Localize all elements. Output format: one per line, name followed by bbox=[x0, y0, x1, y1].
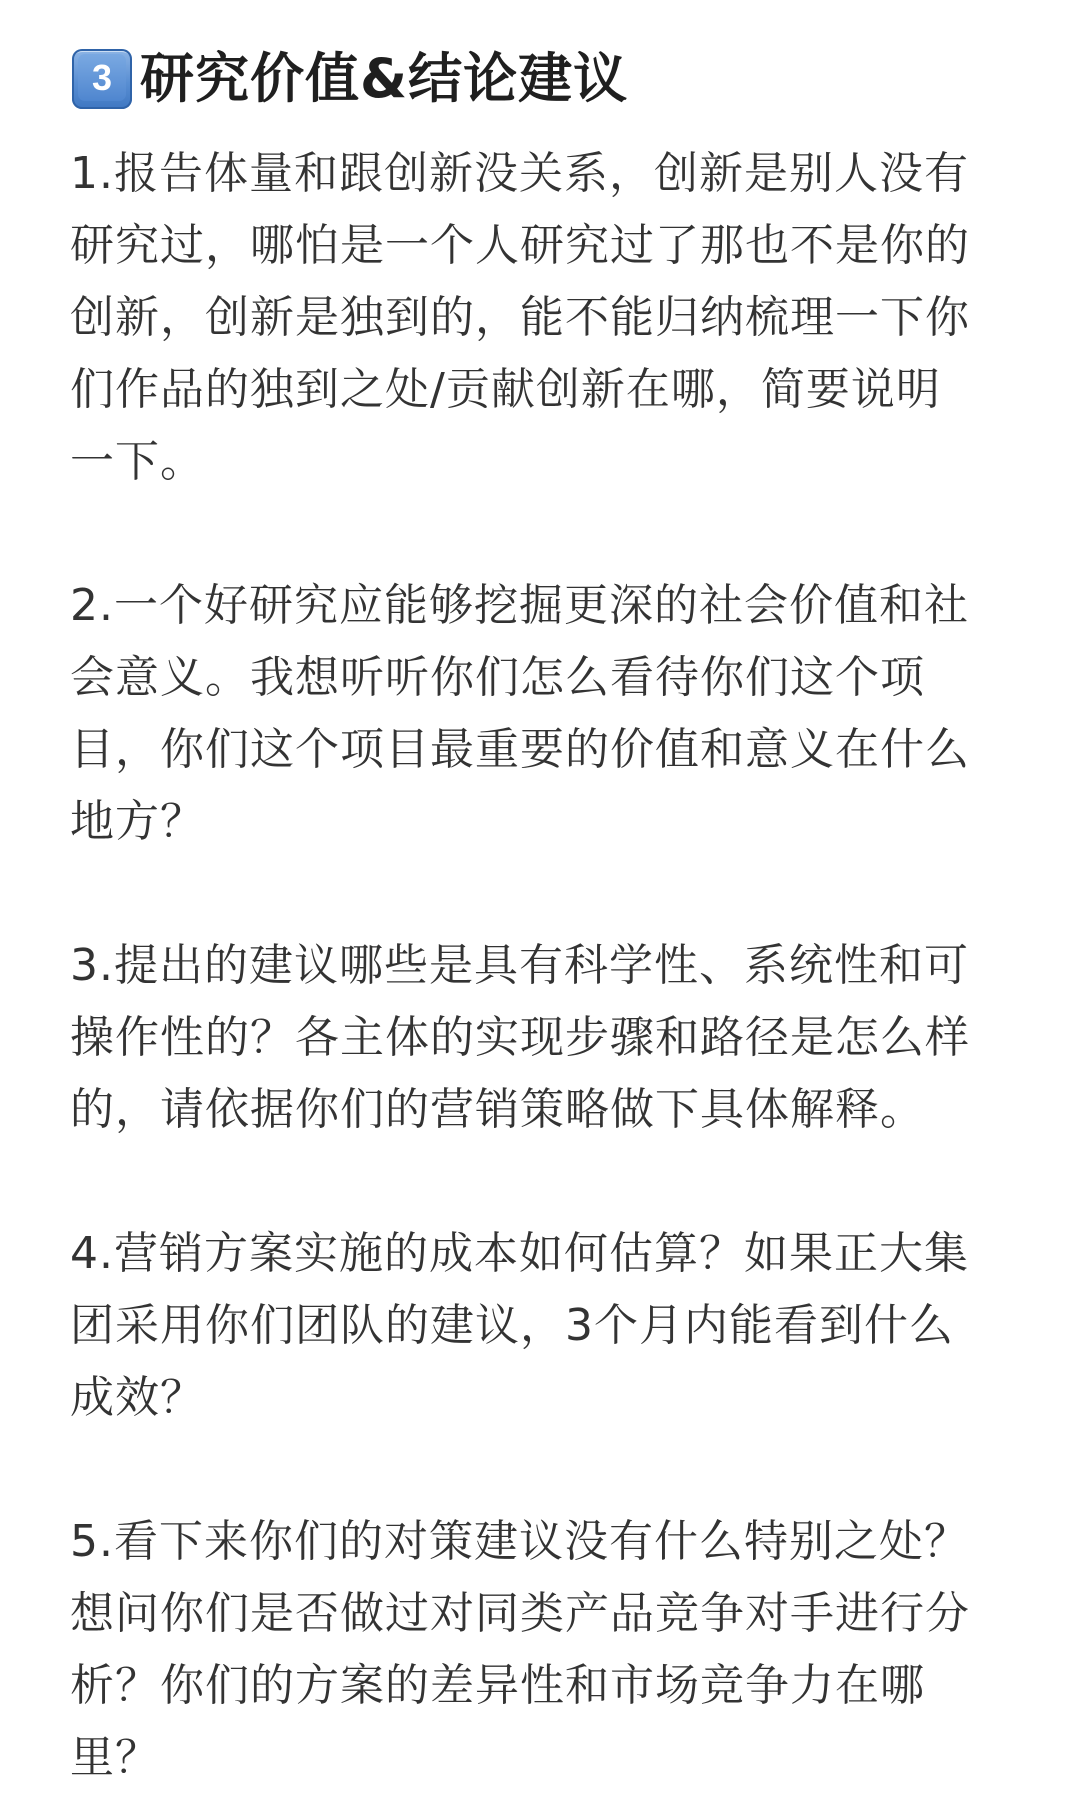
question-line: 4.营销方案实施的成本如何估算？如果正大集 bbox=[70, 1228, 969, 1279]
question-line: 2.一个好研究应能够挖掘更深的社会价值和社 bbox=[70, 580, 969, 631]
question-line: 析？你们的方案的差异性和市场竞争力在哪 bbox=[70, 1660, 925, 1711]
question-list bbox=[70, 138, 1030, 1794]
question-line: 目，你们这个项目最重要的价值和意义在什么 bbox=[70, 724, 970, 775]
section-header bbox=[72, 44, 628, 114]
section-title: 研究价值&结论建议 bbox=[140, 47, 629, 110]
question-line: 5.看下来你们的对策建议没有什么特别之处？ bbox=[70, 1516, 969, 1567]
question-line: 3.提出的建议哪些是具有科学性、系统性和可 bbox=[70, 940, 969, 991]
question-line: 想问你们是否做过对同类产品竞争对手进行分 bbox=[70, 1588, 970, 1639]
question-1 bbox=[70, 138, 1030, 498]
question-5 bbox=[70, 1506, 1030, 1794]
question-line: 成效？ bbox=[70, 1372, 205, 1423]
keycap-digit-three-icon bbox=[72, 49, 132, 109]
question-line: 地方？ bbox=[70, 796, 205, 847]
question-line: 们作品的独到之处/贡献创新在哪，简要说明 bbox=[70, 364, 941, 415]
question-3 bbox=[70, 930, 1030, 1146]
question-line: 研究过，哪怕是一个人研究过了那也不是你的 bbox=[70, 220, 970, 271]
question-4 bbox=[70, 1218, 1030, 1434]
question-line: 里？ bbox=[70, 1732, 160, 1783]
question-line: 一下。 bbox=[70, 436, 205, 487]
question-line: 创新，创新是独到的，能不能归纳梳理一下你 bbox=[70, 292, 970, 343]
question-line: 的，请依据你们的营销策略做下具体解释。 bbox=[70, 1084, 925, 1135]
question-line: 团采用你们团队的建议，3个月内能看到什么 bbox=[70, 1300, 954, 1351]
question-2 bbox=[70, 570, 1030, 858]
question-line: 操作性的？各主体的实现步骤和路径是怎么样 bbox=[70, 1012, 970, 1063]
question-line: 1.报告体量和跟创新没关系，创新是别人没有 bbox=[70, 148, 969, 199]
question-line: 会意义。我想听听你们怎么看待你们这个项 bbox=[70, 652, 925, 703]
keycap-number: 3 bbox=[78, 54, 126, 101]
